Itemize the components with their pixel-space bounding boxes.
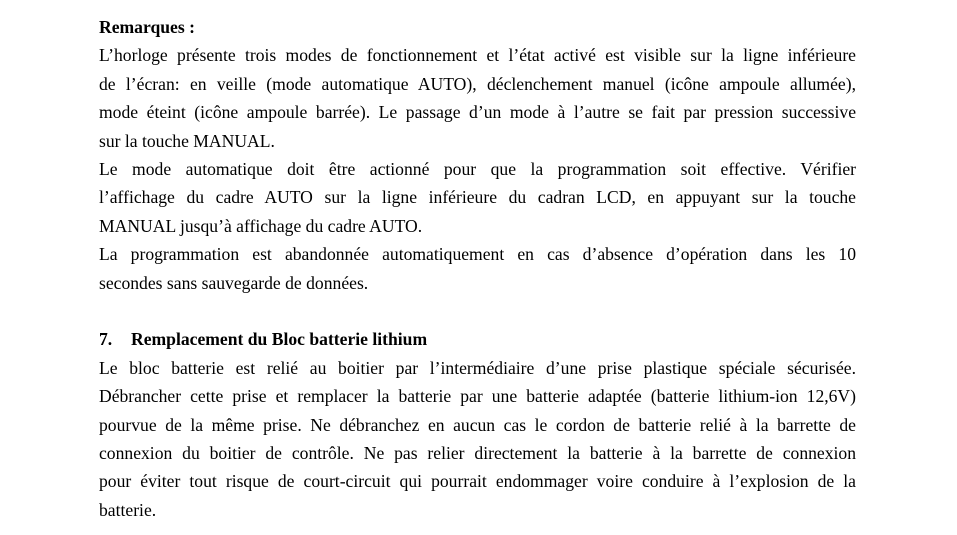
remarks-paragraph-1: [99, 41, 856, 155]
text-line: Débrancher cette prise et remplacer la batterie par une batterie adaptée (batterie lithium-ion 12,6V): [99, 386, 856, 407]
text-line: secondes sans sauvegarde de données.: [99, 272, 369, 293]
text-line: Le mode automatique doit être actionné pour que la programmation soit effective. Vérifier: [99, 159, 856, 180]
remarks-heading: Remarques :: [99, 17, 195, 37]
text-line: La programmation est abandonnée automatiquement en cas d’absence d’opération dans les 10: [99, 244, 856, 265]
remarks-paragraph-2: [99, 155, 856, 240]
text-line: L’horloge présente trois modes de fonctionnement et l’état activé est visible sur la ligne inférieure: [99, 45, 856, 66]
text-line: pour éviter tout risque de court-circuit qui pourrait endommager voire conduire à l’explosion de la: [99, 471, 856, 492]
text-line: de l’écran: en veille (mode automatique AUTO), déclenchement manuel (icône ampoule allumée),: [99, 73, 856, 94]
document-page: [99, 13, 856, 524]
section-title: Remplacement du Bloc batterie lithium: [131, 329, 428, 350]
text-line: l’affichage du cadre AUTO sur la ligne inférieure du cadran LCD, en appuyant sur la touche: [99, 187, 856, 208]
section-7-paragraph: [99, 354, 856, 524]
text-line: pourvue de la même prise. Ne débranchez en aucun cas le cordon de batterie relié à la barrette de: [99, 414, 856, 435]
section-spacer: [99, 297, 856, 325]
section-number: 7.: [99, 329, 113, 350]
text-line: connexion du boitier de contrôle. Ne pas relier directement la batterie à la barrette de connexion: [99, 443, 856, 464]
text-line: MANUAL jusqu’à affichage du cadre AUTO.: [99, 215, 423, 236]
text-line: mode éteint (icône ampoule barrée). Le passage d’un mode à l’autre se fait par pression successive: [99, 102, 856, 123]
text-line: batterie.: [99, 499, 157, 520]
text-line: Le bloc batterie est relié au boitier par l’intermédiaire d’une prise plastique spéciale sécurisée.: [99, 357, 856, 378]
section-7-heading: [99, 325, 856, 353]
text-line: sur la touche MANUAL.: [99, 130, 275, 151]
remarks-paragraph-3: [99, 240, 856, 297]
